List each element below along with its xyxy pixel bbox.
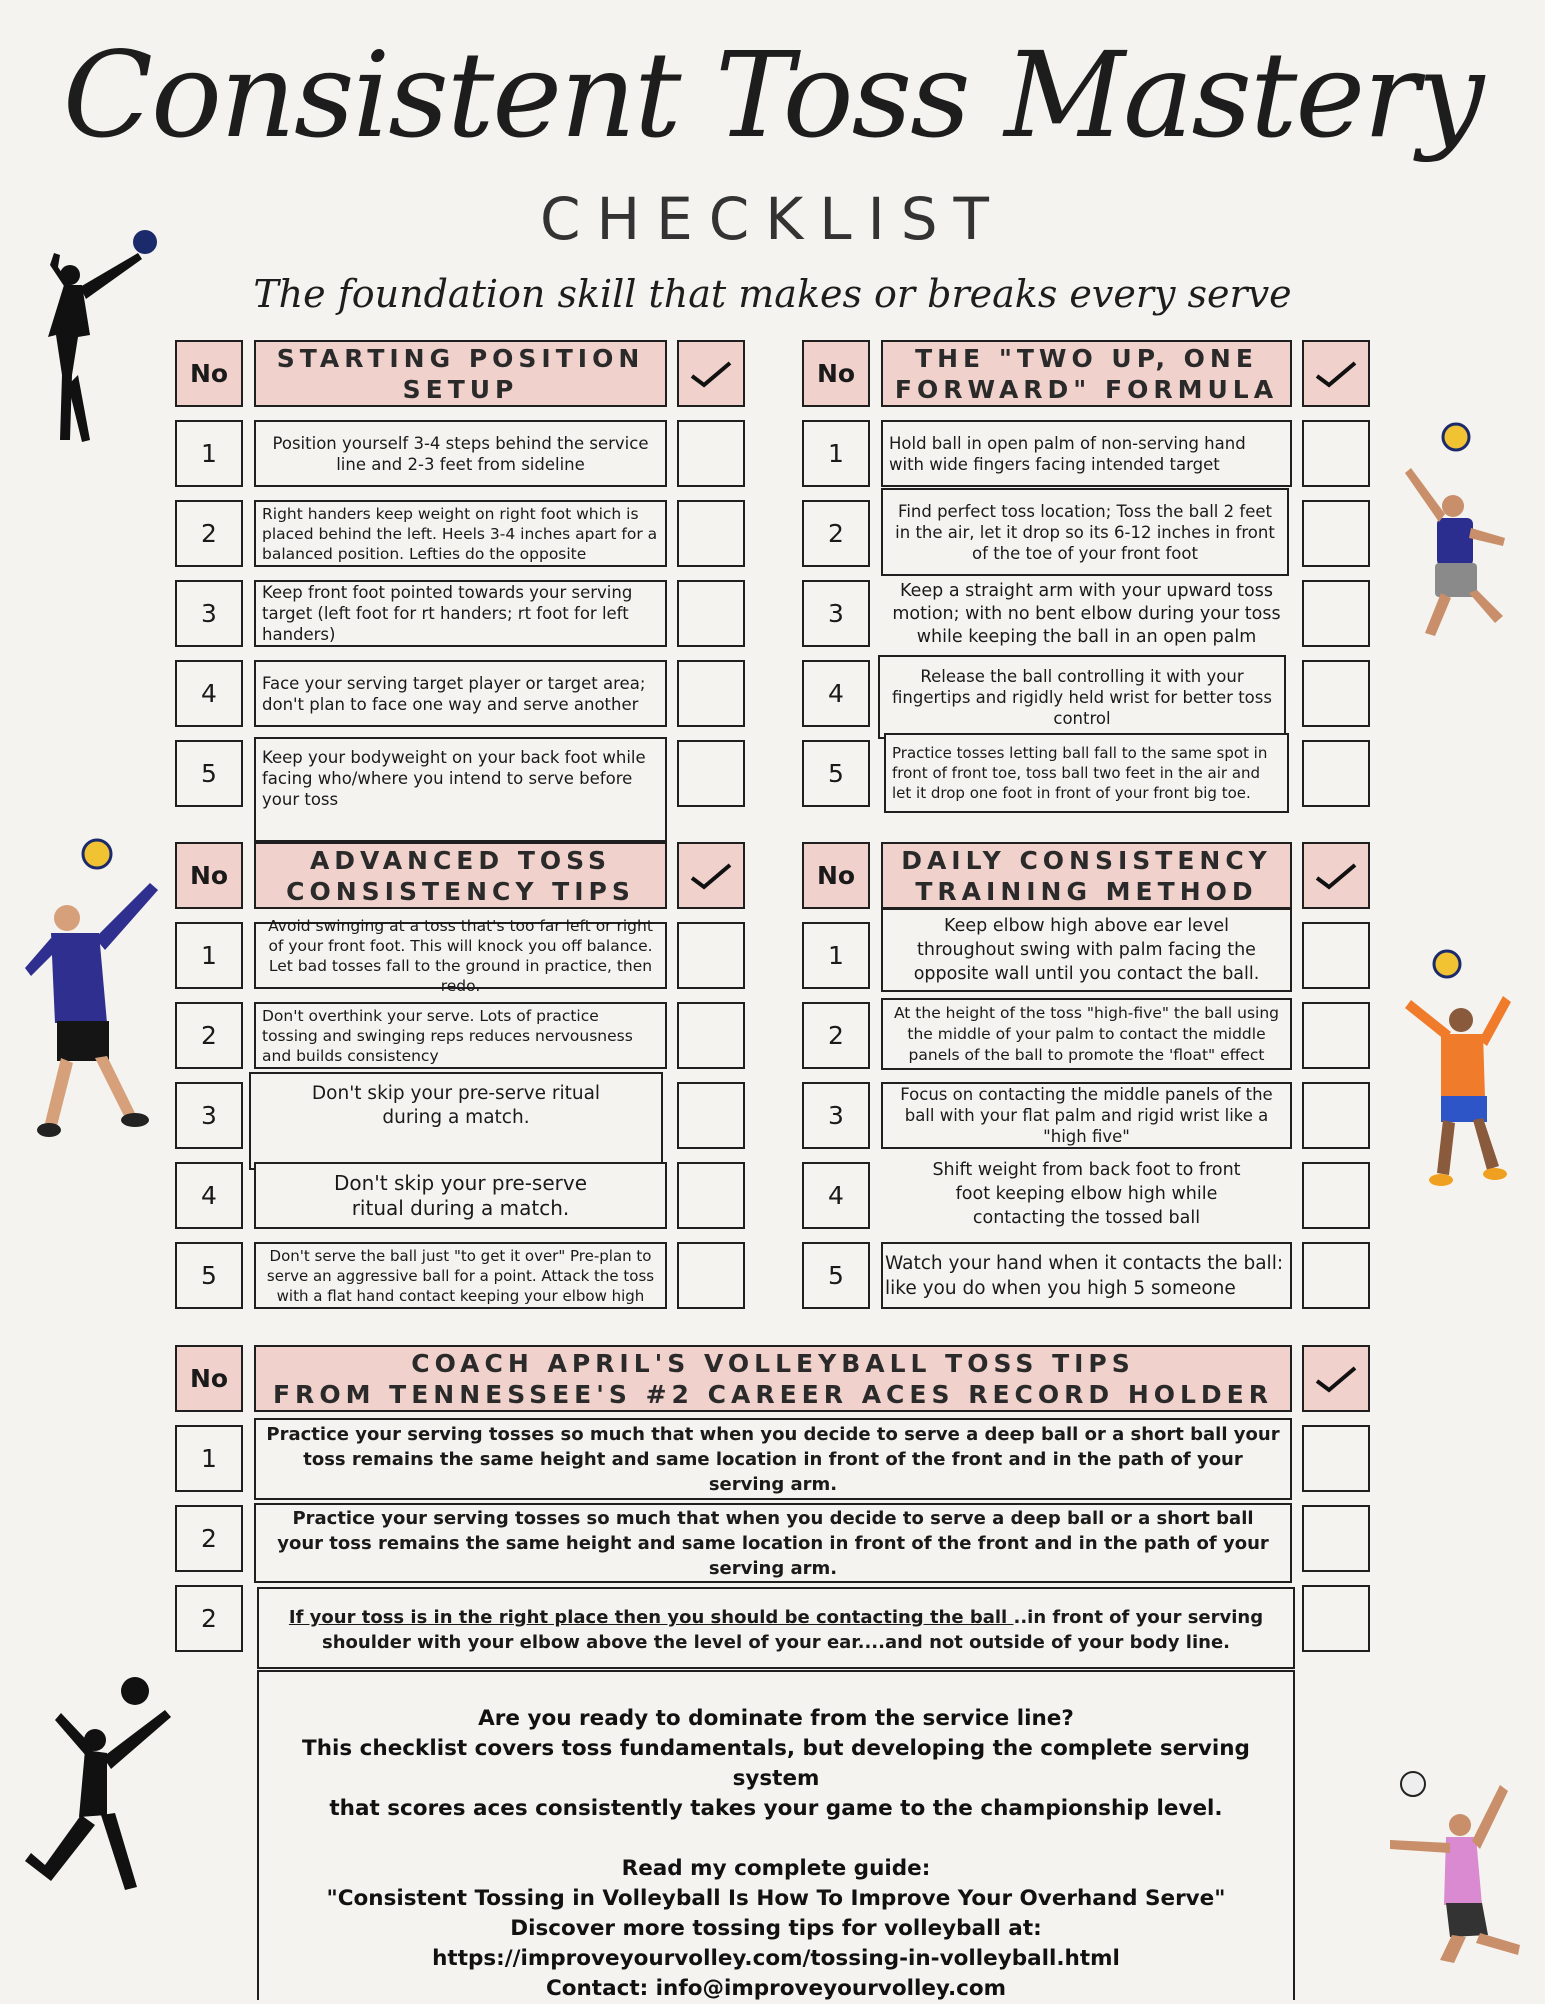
s2-row1-text: Hold ball in open palm of non-serving hand with wide fingers facing intended target [881,420,1292,487]
s1-row4-number: 4 [175,660,243,727]
s3-row2-number: 2 [175,1002,243,1069]
s1-row2-text: Right handers keep weight on right foot which is placed behind the left. Heels 3-4 inches apart for a balanced position. Lefties do the opposite [254,500,667,567]
s3-row4-text: Don't skip your pre-serve ritual during a match. [254,1162,667,1229]
s1-row3-text: Keep front foot pointed towards your serving target (left foot for rt handers; rt foot for left handers) [254,580,667,647]
s2-row5-text: Practice tosses letting ball fall to the same spot in front of front toe, toss ball two feet in the air and let it drop one foot in front of your front big toe. [884,733,1289,813]
promo-contact-email[interactable]: Contact: info@improveyourvolley.com [545,1976,1007,2001]
s4-row1-checkbox[interactable] [1302,922,1370,989]
s1-checkmark-icon [677,340,745,407]
promo-line-3: that scores aces consistently takes your game to the championship level. [329,1796,1223,1821]
s3-row3-checkbox[interactable] [677,1082,745,1149]
coach-row3-text [257,1587,1295,1669]
s4-row1-text: Keep elbow high above ear level throughout swing with palm facing the opposite wall until you contact the ball. [881,908,1292,992]
s3-heading: ADVANCED TOSS CONSISTENCY TIPS [254,842,667,909]
coach-row3-checkbox[interactable] [1302,1585,1370,1652]
s3-row1-number: 1 [175,922,243,989]
coach-row3-underlined: If your toss is in the right place then you should be contacting the ball [288,1607,1014,1628]
promo-line-6: Discover more tossing tips for volleyball at: [510,1916,1042,1941]
promo-line-2: This checklist covers toss fundamentals, but developing the complete serving system [302,1736,1250,1791]
s4-no-header: No [802,842,870,909]
player-blue-jersey-icon [15,838,165,1148]
s3-row1-text: Avoid swinging at a toss that's too far left or right of your front foot. This will knock you off balance. Let bad tosses fall to the ground in practice, then redo. [254,922,667,989]
s4-row4-text: Shift weight from back foot to front foot keeping elbow high while contacting the tossed ball [932,1160,1241,1228]
coach-row3-number: 2 [175,1585,243,1652]
s2-row2-number: 2 [802,500,870,567]
s1-row5-checkbox[interactable] [677,740,745,807]
s4-row1-number: 1 [802,922,870,989]
coach-row1-checkbox[interactable] [1302,1425,1370,1492]
s3-row2-checkbox[interactable] [677,1002,745,1069]
s2-row3-checkbox[interactable] [1302,580,1370,647]
s2-row2-text: Find perfect toss location; Toss the ball 2 feet in the air, let it drop so its 6-12 inches in front of the toe of your front foot [881,488,1289,576]
s4-row4-checkbox[interactable] [1302,1162,1370,1229]
s1-row1-number: 1 [175,420,243,487]
s1-row3-number: 3 [175,580,243,647]
s4-row2-number: 2 [802,1002,870,1069]
s1-row4-text: Face your serving target player or target area; don't plan to face one way and serve another [254,660,667,727]
s4-row5-number: 5 [802,1242,870,1309]
s2-row4-checkbox[interactable] [1302,660,1370,727]
promo-spacer [259,1824,1293,1854]
s2-row4-number: 4 [802,660,870,727]
coach-row1-number: 1 [175,1425,243,1492]
s4-row2-text: At the height of the toss "high-five" the ball using the middle of your palm to contact the middle panels of the ball to promote the 'float" effect [881,998,1292,1070]
s4-checkmark-icon [1302,842,1370,909]
promo-url-link[interactable]: https://improveyourvolley.com/tossing-in-volleyball.html [432,1946,1120,1971]
s2-row3-number: 3 [802,580,870,647]
promo-guide-title: "Consistent Tossing in Volleyball Is How To Improve Your Overhand Serve" [326,1886,1226,1911]
promo-line-4: Read my complete guide: [621,1856,931,1881]
s4-row2-checkbox[interactable] [1302,1002,1370,1069]
coach-row2-text: Practice your serving tosses so much that when you decide to serve a deep ball or a short ball your toss remains the same height and same location in front of the front and in the path of your serving arm. [254,1503,1292,1583]
coach-heading-line1: COACH APRIL'S VOLLEYBALL TOSS TIPS [411,1348,1135,1378]
s4-row5-text: Watch your hand when it contacts the ball: like you do when you high 5 someone [881,1242,1292,1309]
coach-row3-rest: ..in front of your serving shoulder with your elbow above the level of your ear....and not outside of your body line. [321,1607,1264,1653]
s2-checkmark-icon [1302,340,1370,407]
player-orange-jersey-icon [1385,948,1520,1193]
coach-row1-text: Practice your serving tosses so much that when you decide to serve a deep ball or a short ball your toss remains the same height and same location in front of the front and in the path of your serving arm. [254,1418,1292,1500]
s4-row3-number: 3 [802,1082,870,1149]
s3-row5-checkbox[interactable] [677,1242,745,1309]
s3-row4-checkbox[interactable] [677,1162,745,1229]
s1-row5-number: 5 [175,740,243,807]
page-title: Consistent Toss Mastery [62,26,1483,164]
s3-row4-number: 4 [175,1162,243,1229]
player-serving-icon [1385,418,1520,643]
s2-row3-text: Keep a straight arm with your upward toss motion; with no bent elbow during your toss while keeping the ball in an open palm [892,580,1281,647]
s3-no-header: No [175,842,243,909]
coach-row2-number: 2 [175,1505,243,1572]
s4-heading: DAILY CONSISTENCY TRAINING METHOD [881,842,1292,909]
s2-heading: THE "TWO UP, ONE FORWARD" FORMULA [881,340,1292,407]
s3-checkmark-icon [677,842,745,909]
coach-row2-checkbox[interactable] [1302,1505,1370,1572]
s1-heading: STARTING POSITION SETUP [254,340,667,407]
coach-heading [254,1345,1292,1412]
s4-row3-text: Focus on contacting the middle panels of the ball with your flat palm and rigid wrist like a "high five" [881,1082,1292,1149]
s3-row5-text: Don't serve the ball just "to get it over" Pre-plan to serve an aggressive ball for a point. Attack the toss with a flat hand contact keeping your elbow high [254,1242,667,1309]
s3-row2-text: Don't overthink your serve. Lots of practice tossing and swinging reps reduces nervousness and builds consistency [254,1002,667,1069]
player-jump-purple-icon [1370,1765,1545,1970]
s3-row3-number: 3 [175,1082,243,1149]
s4-row5-checkbox[interactable] [1302,1242,1370,1309]
coach-heading-line2: FROM TENNESSEE'S #2 CAREER ACES RECORD HOLDER [272,1379,1274,1409]
s2-row1-number: 1 [802,420,870,487]
s2-row4-text: Release the ball controlling it with your fingertips and rigidly held wrist for better toss control [878,655,1286,739]
player-jump-silhouette-icon [15,1665,175,1905]
s1-row5-text: Keep your bodyweight on your back foot while facing who/where you intend to serve before your toss [254,737,667,842]
s3-row3-text: Don't skip your pre-serve ritual during a match. [249,1072,663,1170]
promo-line-1: Are you ready to dominate from the service line? [478,1706,1074,1731]
s1-row4-checkbox[interactable] [677,660,745,727]
s2-no-header: No [802,340,870,407]
s2-row5-checkbox[interactable] [1302,740,1370,807]
s2-row1-checkbox[interactable] [1302,420,1370,487]
s1-no-header: No [175,340,243,407]
s4-row4-number: 4 [802,1162,870,1229]
s1-row2-number: 2 [175,500,243,567]
s3-row1-checkbox[interactable] [677,922,745,989]
s4-row3-checkbox[interactable] [1302,1082,1370,1149]
s2-row5-number: 5 [802,740,870,807]
s1-row1-checkbox[interactable] [677,420,745,487]
s1-row2-checkbox[interactable] [677,500,745,567]
tagline: The foundation skill that makes or breaks every serve [253,272,1292,316]
player-silhouette-icon [30,225,160,450]
promo-box [257,1670,1295,2000]
s1-row1-text: Position yourself 3-4 steps behind the service line and 2-3 feet from sideline [254,420,667,487]
s3-row5-number: 5 [175,1242,243,1309]
s1-row3-checkbox[interactable] [677,580,745,647]
coach-no-header: No [175,1345,243,1412]
page-subtitle: CHECKLIST [540,185,1005,253]
coach-checkmark-icon [1302,1345,1370,1412]
s2-row2-checkbox[interactable] [1302,500,1370,567]
